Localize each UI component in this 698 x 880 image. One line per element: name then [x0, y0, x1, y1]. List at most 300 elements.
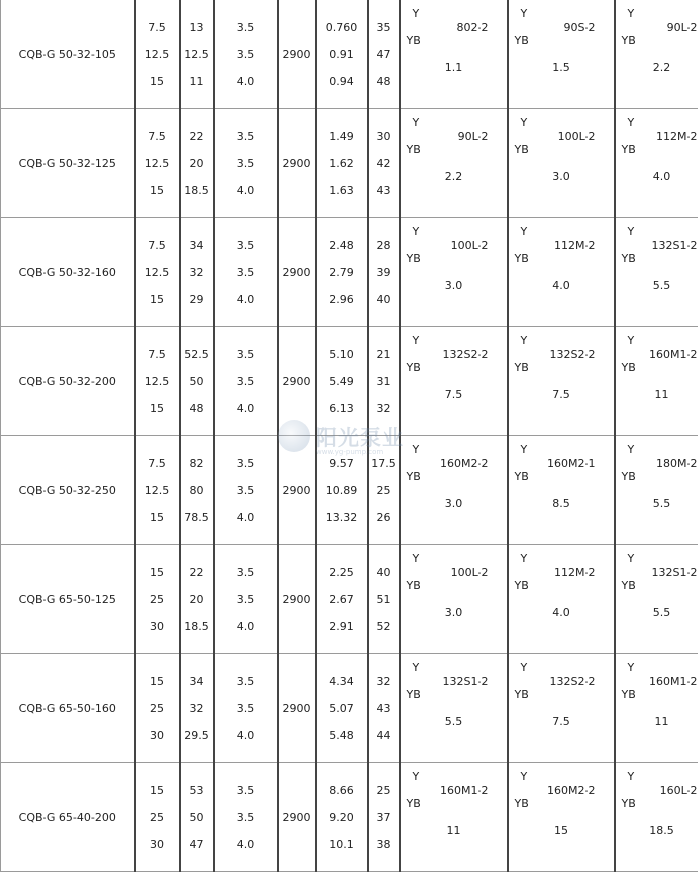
- npsh-cell: [214, 109, 278, 218]
- motor-type: 180M-2: [656, 457, 698, 470]
- motor-power: 3.0: [444, 279, 463, 292]
- head-cell-value: 20: [189, 156, 204, 170]
- motor-type: 112M-2: [554, 239, 596, 252]
- flow-cell-value: 12.5: [144, 374, 170, 388]
- motor-y-label: Y: [412, 225, 420, 238]
- head-cell-value: 34: [189, 674, 204, 688]
- head-cell-value: 78.5: [184, 510, 209, 524]
- motor-yb-label: YB: [621, 797, 636, 810]
- table-row: [1, 436, 698, 545]
- npsh-cell-value: 3.5: [236, 238, 255, 252]
- motor-type: 132S2-2: [549, 348, 596, 361]
- motor-power: 1.5: [552, 61, 570, 74]
- motor-y-label: Y: [627, 770, 635, 783]
- shaft-power-cell-value: 4.34: [329, 674, 354, 688]
- flow-cell: [135, 654, 180, 763]
- model-cell: CQB-G 65-50-160: [1, 654, 135, 763]
- motor-y-label: Y: [412, 443, 420, 456]
- model-cell: CQB-G 50-32-105: [1, 0, 135, 109]
- head-cell-value: 18.5: [184, 619, 209, 633]
- head-cell-value: 22: [189, 129, 204, 143]
- motor-y-label: Y: [520, 661, 528, 674]
- flow-cell-value: 25: [150, 810, 164, 824]
- motor-cell: [508, 218, 615, 327]
- efficiency-cell-value: 35: [376, 20, 391, 34]
- motor-yb-label: YB: [621, 361, 636, 374]
- motor-cell: [615, 545, 698, 654]
- motor-type: 160M1-2: [649, 348, 698, 361]
- flow-cell-value: 15: [150, 783, 164, 797]
- flow-cell-value: 15: [150, 183, 164, 197]
- npsh-cell-value: 3.5: [236, 374, 255, 388]
- flow-cell: [135, 327, 180, 436]
- motor-power: 11: [654, 715, 669, 728]
- head-cell: [180, 327, 214, 436]
- efficiency-cell: [368, 218, 400, 327]
- motor-type: 90L-2: [666, 21, 698, 34]
- npsh-cell-value: 4.0: [236, 837, 255, 851]
- motor-yb-label: YB: [406, 143, 421, 156]
- shaft-power-cell-value: 8.66: [329, 783, 354, 797]
- shaft-power-cell-value: 13.32: [325, 510, 358, 524]
- speed-cell: 2900: [278, 545, 316, 654]
- model-cell: CQB-G 65-50-125: [1, 545, 135, 654]
- motor-yb-label: YB: [621, 143, 636, 156]
- motor-yb-label: YB: [621, 470, 636, 483]
- efficiency-cell-value: 39: [376, 265, 391, 279]
- flow-cell: [135, 436, 180, 545]
- npsh-cell: [214, 436, 278, 545]
- motor-cell: [400, 763, 508, 872]
- npsh-cell-value: 4.0: [236, 510, 255, 524]
- efficiency-cell: [368, 545, 400, 654]
- flow-cell: [135, 545, 180, 654]
- shaft-power-cell-value: 6.13: [329, 401, 354, 415]
- motor-y-label: Y: [627, 7, 635, 20]
- speed-cell: 2900: [278, 218, 316, 327]
- shaft-power-cell: [316, 654, 368, 763]
- efficiency-cell-value: 43: [376, 701, 391, 715]
- motor-type: 132S2-2: [442, 348, 489, 361]
- motor-y-label: Y: [412, 661, 420, 674]
- flow-cell-value: 12.5: [144, 265, 170, 279]
- efficiency-cell: [368, 327, 400, 436]
- motor-yb-label: YB: [621, 579, 636, 592]
- motor-power: 4.0: [552, 279, 570, 292]
- motor-type: 132S1-2: [651, 239, 698, 252]
- shaft-power-cell-value: 5.07: [329, 701, 354, 715]
- flow-cell-value: 7.5: [148, 238, 166, 252]
- shaft-power-cell-value: 2.96: [329, 292, 354, 306]
- efficiency-cell-value: 25: [376, 483, 391, 497]
- npsh-cell-value: 3.5: [236, 129, 255, 143]
- shaft-power-cell-value: 0.760: [325, 20, 358, 34]
- efficiency-cell-value: 51: [376, 592, 391, 606]
- flow-cell: [135, 218, 180, 327]
- npsh-cell-value: 3.5: [236, 810, 255, 824]
- motor-type: 160M2-2: [547, 784, 596, 797]
- motor-cell: [615, 327, 698, 436]
- efficiency-cell: [368, 0, 400, 109]
- shaft-power-cell-value: 2.48: [329, 238, 354, 252]
- motor-type: 160M1-2: [440, 784, 489, 797]
- motor-cell: [508, 327, 615, 436]
- flow-cell-value: 15: [150, 292, 164, 306]
- head-cell: [180, 763, 214, 872]
- head-cell-value: 32: [189, 701, 204, 715]
- shaft-power-cell: [316, 109, 368, 218]
- motor-y-label: Y: [627, 443, 635, 456]
- watermark-url: www.yg-pump.com: [316, 448, 384, 456]
- motor-y-label: Y: [412, 770, 420, 783]
- motor-y-label: Y: [520, 7, 528, 20]
- shaft-power-cell: [316, 0, 368, 109]
- motor-power: 8.5: [552, 497, 570, 510]
- motor-power: 5.5: [652, 497, 671, 510]
- efficiency-cell-value: 43: [376, 183, 391, 197]
- efficiency-cell-value: 42: [376, 156, 391, 170]
- motor-yb-label: YB: [514, 143, 529, 156]
- motor-cell: [508, 545, 615, 654]
- motor-yb-label: YB: [514, 579, 529, 592]
- head-cell-value: 29: [189, 292, 204, 306]
- flow-cell-value: 7.5: [148, 347, 166, 361]
- speed-cell: 2900: [278, 109, 316, 218]
- shaft-power-cell-value: 2.67: [329, 592, 354, 606]
- npsh-cell-value: 4.0: [236, 728, 255, 742]
- model-cell: CQB-G 50-32-250: [1, 436, 135, 545]
- efficiency-cell-value: 28: [376, 238, 391, 252]
- motor-cell: [508, 0, 615, 109]
- motor-y-label: Y: [627, 661, 635, 674]
- shaft-power-cell-value: 5.49: [329, 374, 354, 388]
- motor-type: 100L-2: [450, 239, 489, 252]
- motor-power: 7.5: [444, 388, 463, 401]
- npsh-cell-value: 3.5: [236, 483, 255, 497]
- flow-cell-value: 30: [150, 728, 164, 742]
- motor-y-label: Y: [412, 334, 420, 347]
- shaft-power-cell-value: 1.49: [329, 129, 354, 143]
- npsh-cell-value: 3.5: [236, 674, 255, 688]
- motor-y-label: Y: [412, 7, 420, 20]
- npsh-cell: [214, 763, 278, 872]
- motor-power: 5.5: [652, 606, 671, 619]
- flow-cell-value: 30: [150, 619, 164, 633]
- motor-y-label: Y: [520, 116, 528, 129]
- motor-y-label: Y: [627, 116, 635, 129]
- motor-yb-label: YB: [514, 470, 529, 483]
- table-row: [1, 0, 698, 109]
- shaft-power-cell-value: 1.62: [329, 156, 354, 170]
- efficiency-cell-value: 21: [376, 347, 391, 361]
- motor-yb-label: YB: [406, 797, 421, 810]
- shaft-power-cell: [316, 763, 368, 872]
- head-cell: [180, 0, 214, 109]
- motor-cell: [615, 0, 698, 109]
- motor-y-label: Y: [412, 552, 420, 565]
- flow-cell-value: 7.5: [148, 129, 166, 143]
- motor-cell: [508, 763, 615, 872]
- motor-yb-label: YB: [514, 34, 529, 47]
- shaft-power-cell-value: 5.10: [329, 347, 354, 361]
- motor-yb-label: YB: [514, 797, 529, 810]
- efficiency-cell-value: 25: [376, 783, 391, 797]
- flow-cell-value: 15: [150, 74, 164, 88]
- motor-y-label: Y: [520, 334, 528, 347]
- head-cell-value: 53: [189, 783, 204, 797]
- motor-type: 132S1-2: [651, 566, 698, 579]
- npsh-cell-value: 3.5: [236, 592, 255, 606]
- flow-cell-value: 30: [150, 837, 164, 851]
- npsh-cell-value: 4.0: [236, 292, 255, 306]
- flow-cell: [135, 763, 180, 872]
- efficiency-cell-value: 48: [376, 74, 391, 88]
- head-cell: [180, 436, 214, 545]
- shaft-power-cell-value: 0.94: [329, 74, 354, 88]
- motor-type: 160L-2: [659, 784, 698, 797]
- shaft-power-cell-value: 0.91: [329, 47, 354, 61]
- flow-cell-value: 25: [150, 701, 164, 715]
- speed-cell: 2900: [278, 763, 316, 872]
- motor-yb-label: YB: [406, 470, 421, 483]
- efficiency-cell: [368, 109, 400, 218]
- flow-cell-value: 12.5: [144, 156, 170, 170]
- efficiency-cell-value: 17.5: [371, 456, 396, 470]
- npsh-cell: [214, 218, 278, 327]
- motor-y-label: Y: [412, 116, 420, 129]
- motor-power: 7.5: [552, 388, 570, 401]
- flow-cell-value: 7.5: [148, 20, 166, 34]
- motor-y-label: Y: [520, 225, 528, 238]
- motor-type: 90L-2: [457, 130, 489, 143]
- motor-power: 2.2: [652, 61, 671, 74]
- speed-cell: 2900: [278, 436, 316, 545]
- shaft-power-cell-value: 9.20: [329, 810, 354, 824]
- shaft-power-cell: [316, 327, 368, 436]
- head-cell-value: 34: [189, 238, 204, 252]
- motor-y-label: Y: [627, 552, 635, 565]
- motor-yb-label: YB: [621, 252, 636, 265]
- motor-power: 3.0: [444, 606, 463, 619]
- efficiency-cell-value: 38: [376, 837, 391, 851]
- motor-yb-label: YB: [406, 252, 421, 265]
- motor-yb-label: YB: [621, 34, 636, 47]
- efficiency-cell-value: 52: [376, 619, 391, 633]
- motor-yb-label: YB: [406, 579, 421, 592]
- motor-power: 4.0: [652, 170, 671, 183]
- motor-type: 100L-2: [450, 566, 489, 579]
- table-row: [1, 218, 698, 327]
- npsh-cell-value: 3.5: [236, 701, 255, 715]
- shaft-power-cell-value: 10.1: [329, 837, 354, 851]
- npsh-cell: [214, 545, 278, 654]
- model-cell: CQB-G 50-32-125: [1, 109, 135, 218]
- motor-yb-label: YB: [621, 688, 636, 701]
- head-cell-value: 80: [189, 483, 204, 497]
- efficiency-cell-value: 26: [376, 510, 391, 524]
- motor-y-label: Y: [627, 334, 635, 347]
- npsh-cell-value: 3.5: [236, 47, 255, 61]
- motor-cell: [615, 763, 698, 872]
- table-row: [1, 327, 698, 436]
- shaft-power-cell: [316, 218, 368, 327]
- head-cell-value: 50: [189, 810, 204, 824]
- efficiency-cell-value: 47: [376, 47, 391, 61]
- motor-power: 3.0: [552, 170, 570, 183]
- flow-cell-value: 12.5: [144, 47, 170, 61]
- table-row: [1, 763, 698, 872]
- shaft-power-cell-value: 2.79: [329, 265, 354, 279]
- motor-y-label: Y: [520, 770, 528, 783]
- motor-type: 802-2: [456, 21, 489, 34]
- motor-type: 160M2-2: [440, 457, 489, 470]
- model-cell: CQB-G 50-32-200: [1, 327, 135, 436]
- flow-cell-value: 25: [150, 592, 164, 606]
- motor-type: 90S-2: [563, 21, 596, 34]
- npsh-cell: [214, 327, 278, 436]
- efficiency-cell-value: 32: [376, 401, 391, 415]
- flow-cell-value: 12.5: [144, 483, 170, 497]
- motor-cell: [400, 436, 508, 545]
- efficiency-cell-value: 32: [376, 674, 391, 688]
- motor-yb-label: YB: [406, 34, 421, 47]
- head-cell: [180, 109, 214, 218]
- npsh-cell: [214, 0, 278, 109]
- flow-cell: [135, 0, 180, 109]
- efficiency-cell-value: 31: [376, 374, 391, 388]
- motor-power: 11: [654, 388, 669, 401]
- shaft-power-cell: [316, 436, 368, 545]
- shaft-power-cell-value: 2.25: [329, 565, 354, 579]
- model-cell: CQB-G 50-32-160: [1, 218, 135, 327]
- motor-type: 132S1-2: [442, 675, 489, 688]
- speed-cell: 2900: [278, 0, 316, 109]
- npsh-cell-value: 3.5: [236, 783, 255, 797]
- npsh-cell: [214, 654, 278, 763]
- efficiency-cell: [368, 436, 400, 545]
- head-cell-value: 29.5: [184, 728, 209, 742]
- npsh-cell-value: 3.5: [236, 20, 255, 34]
- npsh-cell-value: 3.5: [236, 265, 255, 279]
- shaft-power-cell-value: 5.48: [329, 728, 354, 742]
- motor-yb-label: YB: [514, 252, 529, 265]
- flow-cell-value: 15: [150, 401, 164, 415]
- head-cell-value: 52.5: [184, 347, 209, 361]
- motor-y-label: Y: [627, 225, 635, 238]
- shaft-power-cell-value: 1.63: [329, 183, 354, 197]
- motor-type: 112M-2: [554, 566, 596, 579]
- motor-cell: [615, 218, 698, 327]
- motor-cell: [615, 436, 698, 545]
- motor-power: 7.5: [552, 715, 570, 728]
- motor-power: 5.5: [444, 715, 463, 728]
- flow-cell: [135, 109, 180, 218]
- head-cell-value: 48: [189, 401, 204, 415]
- head-cell-value: 20: [189, 592, 204, 606]
- shaft-power-cell-value: 10.89: [325, 483, 358, 497]
- motor-yb-label: YB: [514, 688, 529, 701]
- flow-cell-value: 7.5: [148, 456, 166, 470]
- motor-type: 132S2-2: [549, 675, 596, 688]
- motor-cell: [400, 0, 508, 109]
- efficiency-cell: [368, 654, 400, 763]
- model-cell: CQB-G 65-40-200: [1, 763, 135, 872]
- motor-power: 5.5: [652, 279, 671, 292]
- table-row: [1, 545, 698, 654]
- watermark-text: 阳光泵业: [316, 426, 404, 450]
- motor-type: 160M2-1: [547, 457, 596, 470]
- motor-yb-label: YB: [406, 688, 421, 701]
- head-cell-value: 18.5: [184, 183, 209, 197]
- head-cell: [180, 545, 214, 654]
- flow-cell-value: 15: [150, 510, 164, 524]
- motor-cell: [400, 327, 508, 436]
- shaft-power-cell-value: 9.57: [329, 456, 354, 470]
- motor-cell: [508, 436, 615, 545]
- head-cell-value: 82: [189, 456, 204, 470]
- motor-cell: [508, 109, 615, 218]
- motor-yb-label: YB: [406, 361, 421, 374]
- motor-cell: [400, 654, 508, 763]
- efficiency-cell-value: 30: [376, 129, 391, 143]
- head-cell-value: 13: [189, 20, 204, 34]
- efficiency-cell-value: 44: [376, 728, 391, 742]
- npsh-cell-value: 3.5: [236, 565, 255, 579]
- npsh-cell-value: 3.5: [236, 456, 255, 470]
- efficiency-cell-value: 40: [376, 565, 391, 579]
- npsh-cell-value: 3.5: [236, 347, 255, 361]
- speed-cell: 2900: [278, 327, 316, 436]
- motor-power: 4.0: [552, 606, 570, 619]
- head-cell-value: 11: [189, 74, 204, 88]
- table-row: [1, 109, 698, 218]
- motor-power: 1.1: [444, 61, 463, 74]
- motor-y-label: Y: [520, 552, 528, 565]
- npsh-cell-value: 4.0: [236, 619, 255, 633]
- motor-power: 18.5: [649, 824, 674, 837]
- head-cell-value: 50: [189, 374, 204, 388]
- npsh-cell-value: 3.5: [236, 156, 255, 170]
- speed-cell: 2900: [278, 654, 316, 763]
- npsh-cell-value: 4.0: [236, 401, 255, 415]
- head-cell-value: 47: [189, 837, 204, 851]
- head-cell-value: 12.5: [184, 47, 209, 61]
- npsh-cell-value: 4.0: [236, 74, 255, 88]
- motor-cell: [400, 218, 508, 327]
- motor-yb-label: YB: [514, 361, 529, 374]
- shaft-power-cell: [316, 545, 368, 654]
- efficiency-cell-value: 40: [376, 292, 391, 306]
- flow-cell-value: 15: [150, 674, 164, 688]
- motor-cell: [615, 109, 698, 218]
- motor-cell: [508, 654, 615, 763]
- motor-cell: [615, 654, 698, 763]
- motor-power: 3.0: [444, 497, 463, 510]
- efficiency-cell-value: 37: [376, 810, 391, 824]
- head-cell-value: 22: [189, 565, 204, 579]
- efficiency-cell: [368, 763, 400, 872]
- motor-type: 100L-2: [557, 130, 596, 143]
- motor-power: 2.2: [444, 170, 463, 183]
- head-cell-value: 32: [189, 265, 204, 279]
- table-row: [1, 654, 698, 763]
- head-cell: [180, 218, 214, 327]
- shaft-power-cell-value: 2.91: [329, 619, 354, 633]
- flow-cell-value: 15: [150, 565, 164, 579]
- head-cell: [180, 654, 214, 763]
- motor-y-label: Y: [520, 443, 528, 456]
- motor-power: 15: [554, 824, 568, 837]
